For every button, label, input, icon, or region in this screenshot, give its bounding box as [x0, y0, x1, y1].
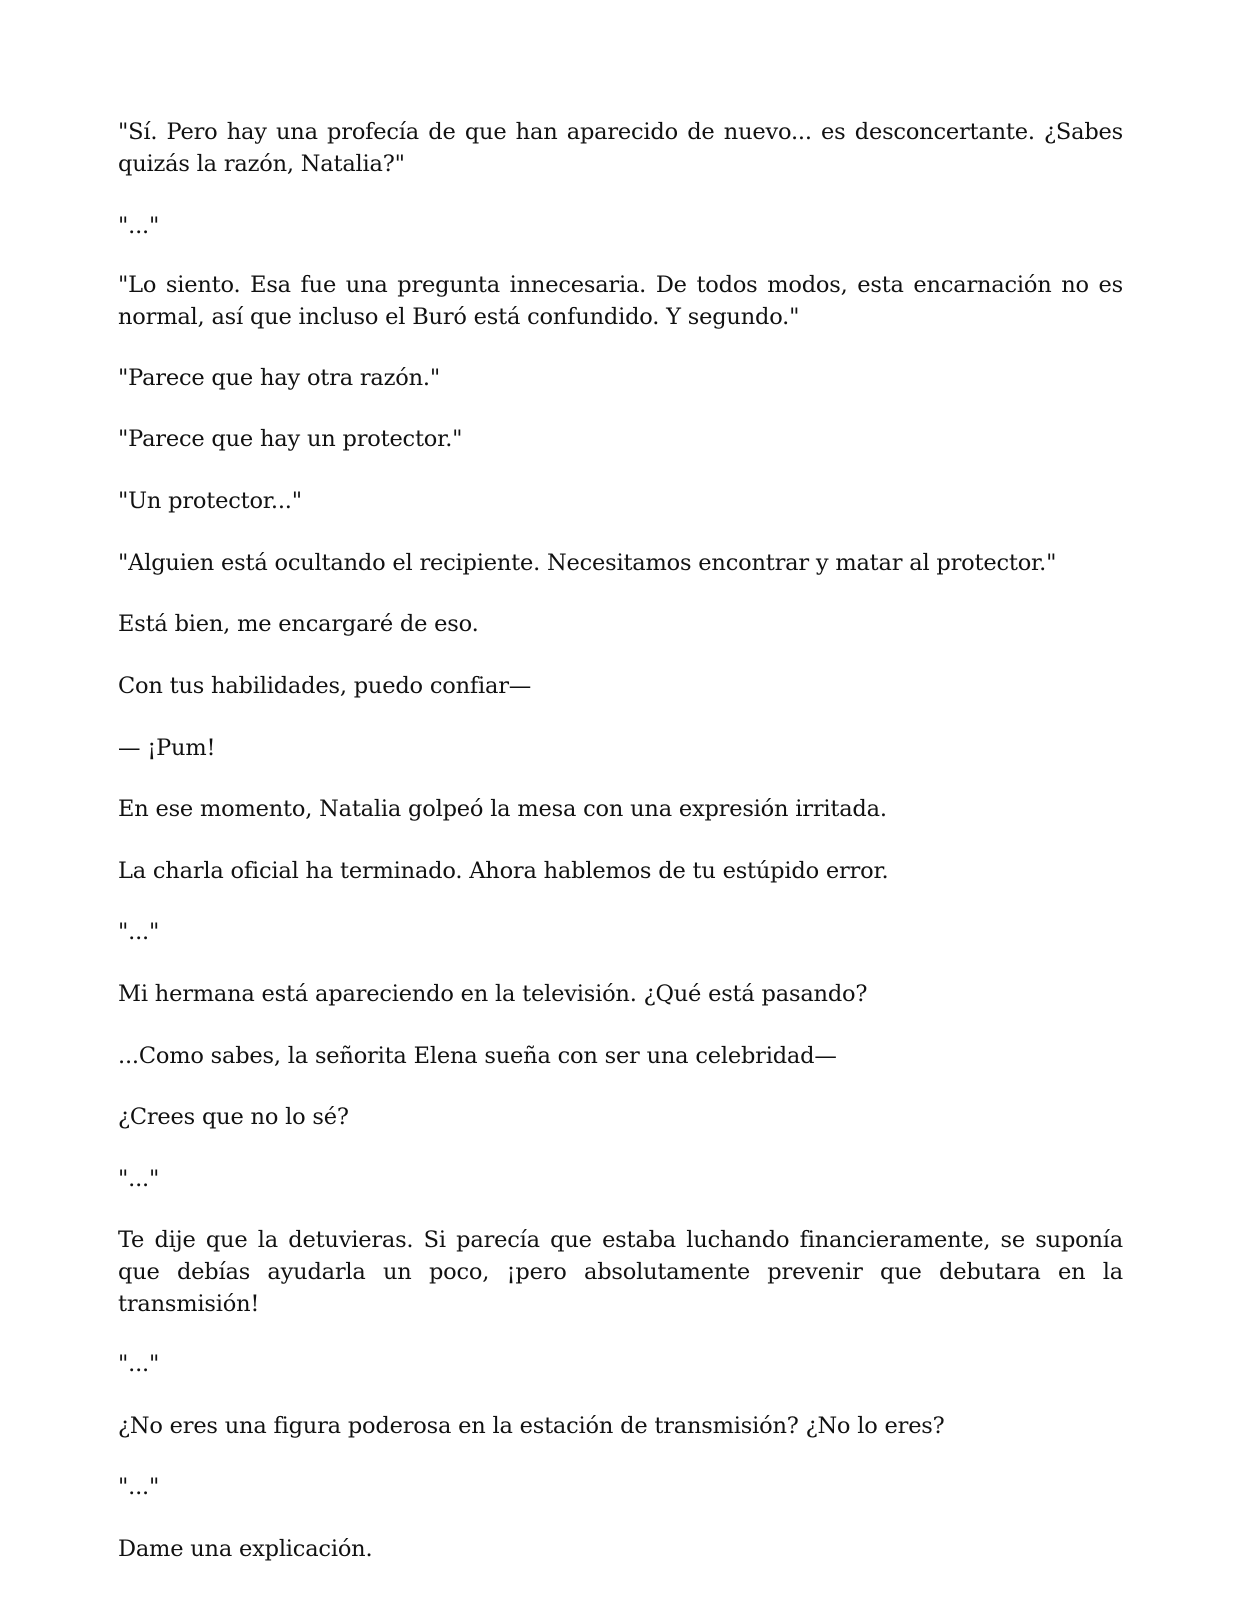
- paragraph-20: ¿No eres una figura poderosa en la estación de transmisión? ¿No lo eres?: [118, 1413, 945, 1439]
- paragraph-5: "Parece que hay un protector.": [118, 426, 463, 452]
- paragraph-11: En ese momento, Natalia golpeó la mesa con una expresión irritada.: [118, 796, 887, 822]
- paragraph-10: — ¡Pum!: [118, 735, 216, 761]
- paragraph-22: Dame una explicación.: [118, 1536, 373, 1562]
- paragraph-19: "...": [118, 1351, 160, 1377]
- paragraph-9: Con tus habilidades, puedo confiar—: [118, 673, 532, 699]
- paragraph-3: "Lo siento. Esa fue una pregunta innecesaria. De todos modos, esta encarnación no es normal, así que incluso el Buró está confundido. Y segundo.": [118, 272, 1123, 330]
- paragraph-2: "...": [118, 213, 160, 239]
- paragraph-16: ¿Crees que no lo sé?: [118, 1104, 349, 1130]
- paragraph-1: "Sí. Pero hay una profecía de que han aparecido de nuevo... es desconcertante. ¿Sabes quizás la razón, Natalia?": [118, 119, 1123, 177]
- paragraph-18: Te dije que la detuvieras. Si parecía que estaba luchando financieramente, se suponía que debías ayudarla un poco, ¡pero absolutamente prevenir que debutara en la transmisión!: [118, 1227, 1123, 1317]
- paragraph-6: "Un protector...": [118, 488, 302, 514]
- paragraph-21: "...": [118, 1474, 160, 1500]
- paragraph-12: La charla oficial ha terminado. Ahora hablemos de tu estúpido error.: [118, 858, 889, 884]
- paragraph-8: Está bien, me encargaré de eso.: [118, 611, 479, 637]
- paragraph-13: "...": [118, 919, 160, 945]
- paragraph-15: ...Como sabes, la señorita Elena sueña con ser una celebridad—: [118, 1043, 837, 1069]
- paragraph-17: "...": [118, 1166, 160, 1192]
- paragraph-7: "Alguien está ocultando el recipiente. Necesitamos encontrar y matar al protector.": [118, 550, 1057, 576]
- paragraph-14: Mi hermana está apareciendo en la televisión. ¿Qué está pasando?: [118, 981, 868, 1007]
- document-page: [118, 0, 1123, 1617]
- paragraph-4: "Parece que hay otra razón.": [118, 365, 441, 391]
